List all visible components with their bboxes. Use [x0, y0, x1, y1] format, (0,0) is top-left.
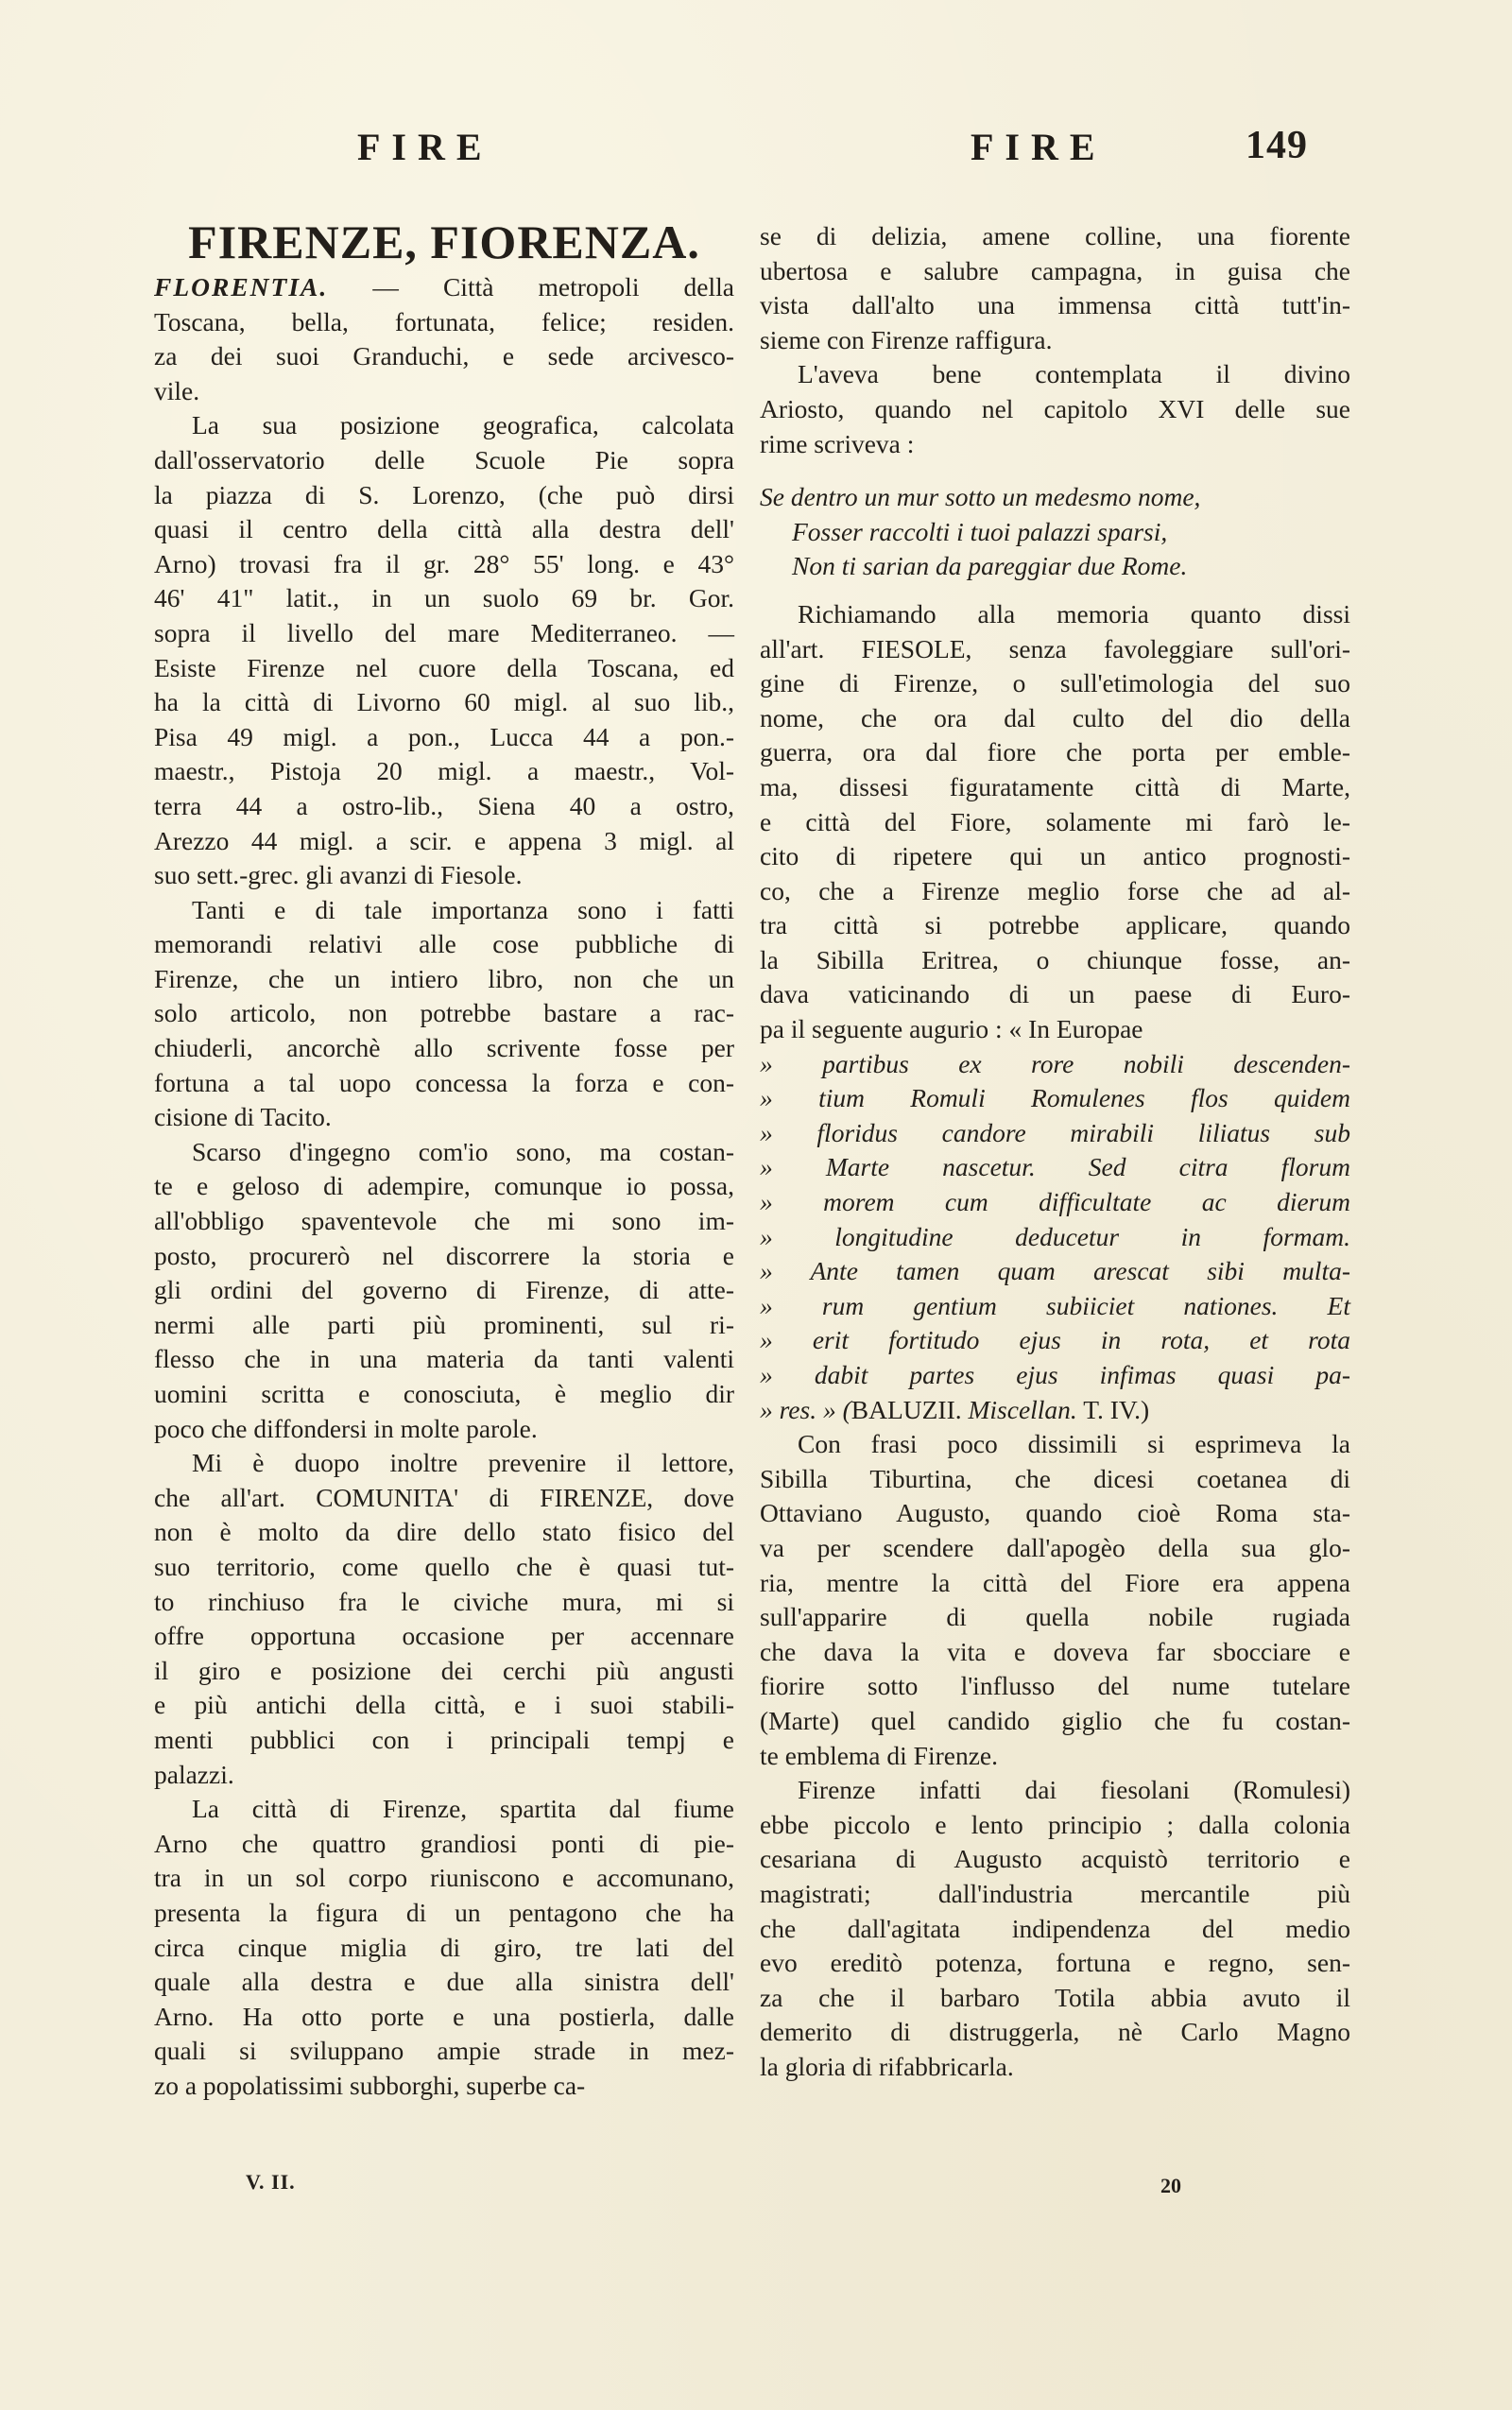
text-line: [760, 805, 1350, 840]
text-line: [760, 1600, 1350, 1635]
line-text: fiorire sotto l'influsso del nume tutelare: [760, 1671, 1350, 1701]
line-text: Arno. Ha otto porte e una postierla, dalle: [154, 2001, 734, 2031]
line-text: memorandi relativi alle cose pubbliche di: [154, 929, 734, 959]
line-text: all'art. FIESOLE, senza favoleggiare sull'ori-: [760, 633, 1350, 663]
latin-quote-line: » tium Romuli Romulenes flos quidem: [760, 1083, 1350, 1113]
text-line: [154, 1896, 734, 1931]
line-text: Arezzo 44 migl. a scir. e appena 3 migl. al: [154, 825, 734, 855]
line-text: Toscana, bella, fortunata, felice; residen.: [154, 306, 734, 336]
line-text: suo territorio, come quello che è quasi tut-: [154, 1551, 734, 1581]
text-line: [760, 839, 1350, 874]
left-paragraphs: [154, 270, 734, 2103]
text-line: [154, 1619, 734, 1654]
latin-quote-line: » rum gentium subiiciet nationes. Et: [760, 1290, 1350, 1320]
line-text: terra 44 a ostro-lib., Siena 40 a ostro,: [154, 790, 734, 820]
text-line: [760, 1669, 1350, 1704]
line-text: tra città si potrebbe applicare, quando: [760, 910, 1350, 940]
text-line: [760, 2050, 1350, 2085]
text-line: [154, 996, 734, 1031]
text-line: [760, 1496, 1350, 1531]
line-text: vista dall'alto una immensa città tutt'in-: [760, 290, 1350, 320]
text-line: [154, 270, 734, 305]
latin-quote-line: » Marte nascetur. Sed citra florum: [760, 1152, 1350, 1182]
line-text: guerra, ora dal fiore che porta per emble-: [760, 737, 1350, 767]
latin-name: FLORENTIA.: [154, 272, 329, 301]
line-text: che dall'agitata indipendenza del medio: [760, 1913, 1350, 1943]
line-text: cisione di Tacito.: [154, 1102, 332, 1132]
running-head-right: FIRE: [971, 126, 1107, 168]
line-text: Con frasi poco dissimili si esprimeva la: [798, 1429, 1350, 1459]
latin-quote-line: » floridus candore mirabili liliatus sub: [760, 1117, 1350, 1147]
line-text: La città di Firenze, spartita dal fiume: [192, 1794, 734, 1824]
text-line: [154, 1412, 734, 1447]
line-text: cito di ripetere qui un antico prognosti-: [760, 841, 1350, 871]
line-text: evo ereditò potenza, fortuna e regno, sen-: [760, 1948, 1350, 1978]
text-line: [154, 1100, 734, 1135]
line-text: se di delizia, amene colline, una fiorente: [760, 221, 1350, 250]
text-line: [154, 2069, 734, 2104]
verse-line: Fosser raccolti i tuoi palazzi sparsi,: [792, 516, 1168, 546]
line-text: to rinchiuso fra le civiche mura, mi si: [154, 1586, 734, 1616]
line-text: ha la città di Livorno 60 migl. al suo lib.,: [154, 687, 734, 717]
line-text: Pisa 49 migl. a pon., Lucca 44 a pon.-: [154, 721, 734, 751]
text-line: [154, 339, 734, 374]
line-text: vile.: [154, 375, 200, 405]
line-text: poco che diffondersi in molte parole.: [154, 1413, 538, 1443]
latin-quote: [760, 1047, 1350, 1393]
text-line: [154, 443, 734, 478]
text-line: [760, 254, 1350, 289]
text-line: [760, 1877, 1350, 1912]
text-line: [154, 512, 734, 547]
text-line: [154, 927, 734, 962]
text-line: [154, 1481, 734, 1516]
line-text: Tanti e di tale importanza sono i fatti: [192, 894, 734, 924]
paragraph: [760, 597, 1350, 1047]
line-text: Esiste Firenze nel cuore della Toscana, ed: [154, 652, 734, 682]
text-line: [154, 1585, 734, 1620]
text-line: [760, 1012, 1350, 1047]
line-text: e città del Fiore, solamente mi farò le-: [760, 806, 1350, 836]
text-line: [154, 616, 734, 651]
line-text: posto, procurerò nel discorrere la storia e: [154, 1240, 734, 1270]
line-text: ma, dissesi figuratamente città di Marte,: [760, 771, 1350, 801]
text-line: [760, 597, 1350, 632]
line-text: menti pubblici con i principali tempj e: [154, 1724, 734, 1754]
citation-work: Miscellan.: [968, 1394, 1077, 1424]
paragraph: [154, 408, 734, 892]
text-line: [154, 305, 734, 340]
text-line: [154, 651, 734, 686]
line-text: va per scendere dall'apogèo della sua glo-: [760, 1532, 1350, 1562]
text-line: [760, 1704, 1350, 1739]
text-line: [760, 735, 1350, 770]
text-line: [154, 685, 734, 720]
text-line: [154, 720, 734, 755]
text-line: [154, 1515, 734, 1550]
text-line: [154, 1550, 734, 1585]
paragraph: [154, 1135, 734, 1446]
line-text: Ottaviano Augusto, quando cioè Roma sta-: [760, 1498, 1350, 1528]
text-line: [154, 1861, 734, 1896]
text-line: [154, 1792, 734, 1827]
page-number: 149: [1246, 124, 1308, 167]
line-text: Arno) trovasi fra il gr. 28° 55' long. e 43°: [154, 548, 734, 578]
line-text: gine di Firenze, o sull'etimologia del suo: [760, 668, 1350, 698]
line-text: co, che a Firenze meglio forse che ad al-: [760, 875, 1350, 905]
text-line: [760, 1946, 1350, 1981]
line-text: che all'art. COMUNITA' di FIRENZE, dove: [154, 1482, 734, 1512]
text-line: [154, 547, 734, 582]
line-text: all'obbligo spaventevole che mi sono im-: [154, 1206, 734, 1236]
citation-author: BALUZII.: [850, 1394, 962, 1424]
paragraph: [760, 1427, 1350, 1773]
line-text: cesariana di Augusto acquistò territorio e: [760, 1844, 1350, 1874]
prophecy-paragraph: [760, 597, 1350, 1047]
text-line: [154, 789, 734, 824]
text-line: [760, 1635, 1350, 1670]
line-text: rime scriveva :: [760, 428, 915, 458]
line-text: maestr., Pistoja 20 migl. a maestr., Vol-: [154, 756, 734, 786]
latin-quote-line: » Ante tamen quam arescat sibi multa-: [760, 1256, 1350, 1286]
line-text: Richiamando alla memoria quanto dissi: [798, 598, 1350, 628]
latin-quote-line: » longitudine deducetur in formam.: [760, 1221, 1350, 1251]
line-text: zo a popolatissimi subborghi, superbe ca-: [154, 2070, 586, 2100]
text-line: [154, 1827, 734, 1862]
paragraph: [154, 893, 734, 1135]
citation-prefix: » res. » (: [760, 1394, 851, 1424]
line-text: ria, mentre la città del Fiore era appena: [760, 1567, 1350, 1597]
line-text: Arno che quattro grandiosi ponti di pie-: [154, 1828, 734, 1858]
line-text: Scarso d'ingegno com'io sono, ma costan-: [192, 1136, 734, 1166]
paragraph: [154, 270, 734, 408]
line-text: e più antichi della città, e i suoi stabili-: [154, 1690, 734, 1720]
entry-title: FIRENZE, FIORENZA.: [188, 215, 700, 268]
verse-line: Non ti sarian da pareggiar due Rome.: [792, 551, 1188, 581]
text-line: [760, 1912, 1350, 1947]
text-line: [154, 1723, 734, 1758]
citation-line: [760, 1393, 1350, 1428]
text-line: [760, 908, 1350, 943]
line-text: Firenze, che un intiero libro, non che un: [154, 963, 734, 993]
line-text: la piazza di S. Lorenzo, (che può dirsi: [154, 479, 734, 509]
line-text: demerito di distruggerla, nè Carlo Magno: [760, 2017, 1350, 2047]
line-text: dall'osservatorio delle Scuole Pie sopra: [154, 444, 734, 474]
text-line: [154, 1135, 734, 1170]
sheet-number: 20: [1160, 2174, 1181, 2197]
text-line: [154, 1204, 734, 1239]
text-line: [154, 1273, 734, 1308]
text-line: [154, 1965, 734, 2000]
line-text: offre opportuna occasione per accennare: [154, 1621, 734, 1651]
left-column: [154, 215, 734, 2103]
text-line: [760, 288, 1350, 323]
line-text: gli ordini del governo di Firenze, di atte-: [154, 1275, 734, 1305]
text-line: [154, 1446, 734, 1481]
text-line: [154, 478, 734, 513]
line-text: tra in un sol corpo riuniscono e accomunano,: [154, 1863, 734, 1893]
text-line: [154, 581, 734, 616]
line-text: Firenze infatti dai fiesolani (Romulesi): [798, 1775, 1350, 1805]
text-line: [760, 1531, 1350, 1566]
text-line: [154, 374, 734, 409]
text-line: [154, 1688, 734, 1723]
text-line: [760, 1842, 1350, 1877]
line-text: sopra il livello del mare Mediterraneo. —: [154, 617, 734, 647]
latin-quote-line: » erit fortitudo ejus in rota, et rota: [760, 1325, 1350, 1355]
text-line: [760, 701, 1350, 736]
text-line: [154, 1342, 734, 1377]
text-line: [760, 2015, 1350, 2050]
line-text: circa cinque miglia di giro, tre lati del: [154, 1932, 734, 1962]
text-line: [760, 874, 1350, 909]
line-text: La sua posizione geografica, calcolata: [192, 410, 734, 440]
line-text: sieme con Firenze raffigura.: [760, 324, 1053, 354]
line-text: pa il seguente augurio : « In Europae: [760, 1014, 1143, 1044]
text-line: [760, 357, 1350, 392]
text-line: [760, 1739, 1350, 1774]
text-line: [760, 977, 1350, 1012]
line-text: nome, che ora dal culto del dio della: [760, 702, 1350, 732]
line-text: la Sibilla Eritrea, o chiunque fosse, an-: [760, 944, 1350, 974]
latin-quote-line: » morem cum difficultate ac dierum: [760, 1187, 1350, 1217]
right-column: [760, 219, 1350, 2084]
text-line: [154, 754, 734, 789]
text-line: [760, 1773, 1350, 1808]
line-text: magistrati; dall'industria mercantile più: [760, 1878, 1350, 1908]
line-text: suo sett.-grec. gli avanzi di Fiesole.: [154, 860, 523, 890]
line-text: te e geloso di adempire, comunque io possa,: [154, 1171, 734, 1201]
text-line: [154, 408, 734, 443]
text-line: [760, 392, 1350, 427]
text-line: [760, 943, 1350, 978]
text-line: [154, 2000, 734, 2035]
line-text: te emblema di Firenze.: [760, 1740, 998, 1770]
right-paragraphs-before-verse: [760, 219, 1350, 461]
text-line: [154, 893, 734, 928]
paragraph: [760, 357, 1350, 461]
paragraph: [760, 219, 1350, 357]
text-line: [154, 1308, 734, 1343]
text-line: [154, 858, 734, 893]
citation-volume: T. IV.): [1083, 1394, 1150, 1424]
line-text: za dei suoi Granduchi, e sede arcivesco-: [154, 341, 734, 371]
text-line: [760, 427, 1350, 462]
text-line: [760, 323, 1350, 358]
text-line: [760, 666, 1350, 701]
line-text: — Città metropoli della: [328, 272, 734, 301]
text-line: [760, 219, 1350, 254]
text-line: [154, 1758, 734, 1793]
paragraph: [760, 1773, 1350, 2084]
text-line: [154, 2034, 734, 2069]
line-text: za che il barbaro Totila abbia avuto il: [760, 1982, 1350, 2012]
text-line: [760, 1566, 1350, 1601]
latin-quote-line: » partibus ex rore nobili descenden-: [760, 1048, 1350, 1078]
line-text: solo articolo, non potrebbe bastare a rac-: [154, 998, 734, 1028]
latin-quote-line: » dabit partes ejus infimas quasi pa-: [760, 1360, 1350, 1389]
line-text: sull'apparire di quella nobile rugiada: [760, 1602, 1350, 1632]
line-text: quali si sviluppano ampie strade in mez-: [154, 2036, 734, 2066]
text-line: [760, 632, 1350, 667]
line-text: ebbe piccolo e lento principio ; dalla colonia: [760, 1809, 1350, 1839]
line-text: 46' 41" latit., in un suolo 69 br. Gor.: [154, 583, 734, 613]
text-line: [154, 1654, 734, 1689]
line-text: quale alla destra e due alla sinistra dell': [154, 1967, 734, 1997]
line-text: che dava la vita e doveva far sbocciare e: [760, 1636, 1350, 1666]
right-paragraphs-after: [760, 1427, 1350, 2084]
line-text: fortuna a tal uopo concessa la forza e con-: [154, 1067, 734, 1097]
line-text: palazzi.: [154, 1759, 234, 1789]
line-text: non è molto da dire dello stato fisico del: [154, 1517, 734, 1547]
text-line: [760, 1462, 1350, 1497]
text-line: [154, 1377, 734, 1412]
line-text: L'aveva bene contemplata il divino: [798, 359, 1350, 389]
paragraph: [154, 1792, 734, 2103]
line-text: Ariosto, quando nel capitolo XVI delle sue: [760, 393, 1350, 423]
line-text: chiuderli, ancorchè allo scrivente fosse per: [154, 1033, 734, 1063]
line-text: flesso che in una materia da tanti valenti: [154, 1344, 734, 1374]
text-line: [760, 1427, 1350, 1462]
ariosto-verse: [760, 480, 1350, 584]
text-line: [154, 1931, 734, 1966]
text-line: [760, 1981, 1350, 2016]
line-text: il giro e posizione dei cerchi più angusti: [154, 1655, 734, 1685]
line-text: ubertosa e salubre campagna, in guisa che: [760, 255, 1350, 285]
verse-line: Se dentro un mur sotto un medesmo nome,: [760, 482, 1201, 512]
text-line: [760, 770, 1350, 805]
text-line: [154, 1169, 734, 1204]
text-line: [154, 1066, 734, 1101]
line-text: presenta la figura di un pentagono che ha: [154, 1897, 734, 1927]
line-text: quasi il centro della città alla destra dell': [154, 514, 734, 544]
running-head-left: FIRE: [357, 126, 493, 168]
text-line: [154, 1239, 734, 1274]
line-text: Mi è duopo inoltre prevenire il lettore,: [192, 1448, 734, 1478]
paragraph: [154, 1446, 734, 1792]
text-line: [154, 1031, 734, 1066]
text-line: [760, 1808, 1350, 1843]
line-text: Sibilla Tiburtina, che dicesi coetanea di: [760, 1463, 1350, 1493]
line-text: nermi alle parti più prominenti, sul ri-: [154, 1309, 734, 1339]
signature-mark: V. II.: [246, 2170, 296, 2194]
line-text: (Marte) quel candido giglio che fu costan-: [760, 1705, 1350, 1735]
line-text: dava vaticinando di un paese di Euro-: [760, 979, 1350, 1009]
line-text: uomini scritta e conosciuta, è meglio dir: [154, 1379, 734, 1408]
text-line: [154, 962, 734, 997]
text-line: [154, 824, 734, 859]
line-text: la gloria di rifabbricarla.: [760, 2051, 1014, 2081]
